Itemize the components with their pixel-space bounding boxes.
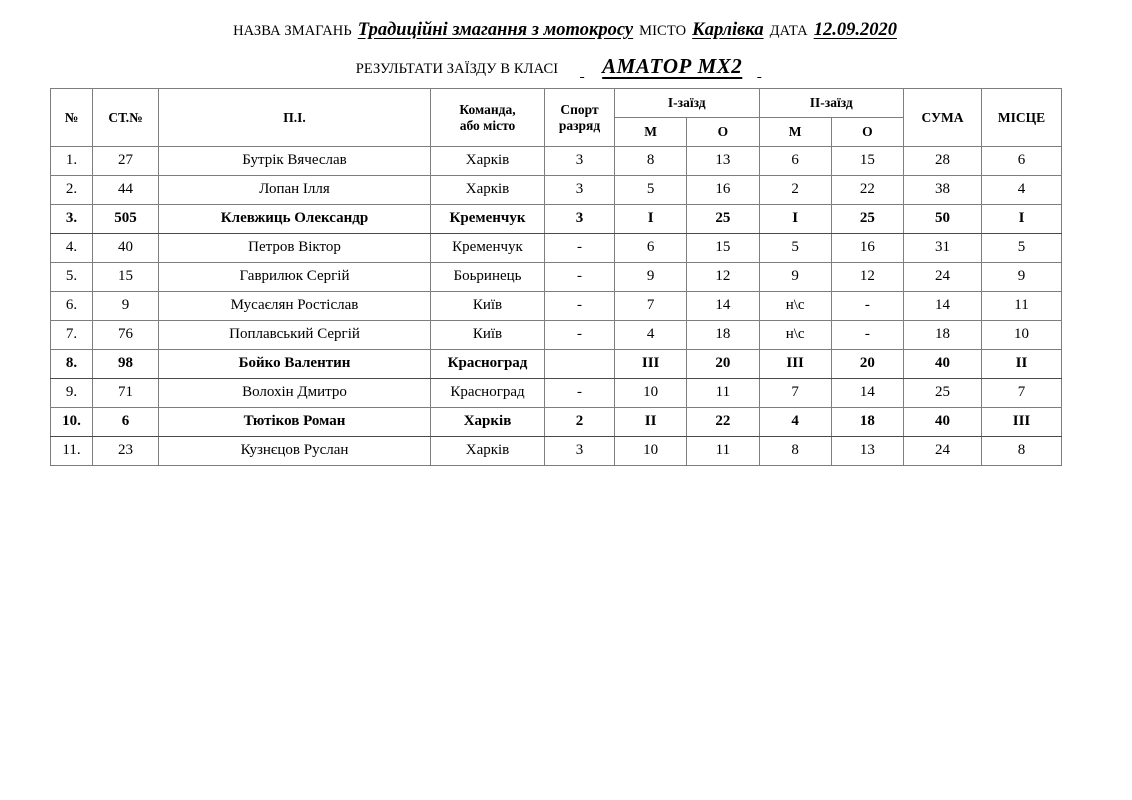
cell-team: Красноград bbox=[431, 350, 545, 379]
table-header bbox=[51, 89, 1062, 147]
table-row bbox=[51, 379, 1062, 408]
table-row bbox=[51, 147, 1062, 176]
cell-name: Гаврилюк Сергій bbox=[159, 263, 431, 292]
cell-race1-o: 11 bbox=[687, 379, 759, 408]
cell-sum: 38 bbox=[904, 176, 982, 205]
cell-sum: 31 bbox=[904, 234, 982, 263]
table-row bbox=[51, 350, 1062, 379]
cell-sum: 28 bbox=[904, 147, 982, 176]
cell-race1-m: 10 bbox=[615, 437, 687, 466]
cell-race1-o: 13 bbox=[687, 147, 759, 176]
cell-rank bbox=[545, 350, 615, 379]
date-label: ДАТА bbox=[769, 23, 808, 39]
cell-race2-m: н\с bbox=[759, 292, 831, 321]
cell-num: 7. bbox=[51, 321, 93, 350]
cell-place: II bbox=[982, 350, 1062, 379]
event-heading-line bbox=[0, 18, 1132, 43]
class-underline-left bbox=[562, 58, 602, 80]
col-header-sum: СУМА bbox=[904, 89, 982, 147]
table-row bbox=[51, 437, 1062, 466]
cell-race1-o: 12 bbox=[687, 263, 759, 292]
cell-sum: 40 bbox=[904, 408, 982, 437]
col-header-num: № bbox=[51, 89, 93, 147]
cell-race1-o: 16 bbox=[687, 176, 759, 205]
cell-num: 8. bbox=[51, 350, 93, 379]
results-table bbox=[50, 88, 1062, 466]
cell-team: Харків bbox=[431, 176, 545, 205]
cell-name: Мусаєлян Ростіслав bbox=[159, 292, 431, 321]
cell-start-num: 15 bbox=[93, 263, 159, 292]
col-header-name: П.І. bbox=[159, 89, 431, 147]
cell-rank: 2 bbox=[545, 408, 615, 437]
cell-sum: 50 bbox=[904, 205, 982, 234]
cell-name: Бойко Валентин bbox=[159, 350, 431, 379]
cell-race1-o: 18 bbox=[687, 321, 759, 350]
cell-race1-o: 22 bbox=[687, 408, 759, 437]
table-body bbox=[51, 147, 1062, 466]
cell-race1-m: 9 bbox=[615, 263, 687, 292]
cell-place: 11 bbox=[982, 292, 1062, 321]
cell-sum: 25 bbox=[904, 379, 982, 408]
col-header-start-num: СТ.№ bbox=[93, 89, 159, 147]
cell-race2-m: 2 bbox=[759, 176, 831, 205]
cell-sum: 40 bbox=[904, 350, 982, 379]
cell-start-num: 505 bbox=[93, 205, 159, 234]
cell-race1-m: 7 bbox=[615, 292, 687, 321]
results-table-container bbox=[50, 88, 1062, 466]
cell-name: Бутрік Вячеслав bbox=[159, 147, 431, 176]
cell-race1-o: 14 bbox=[687, 292, 759, 321]
cell-start-num: 9 bbox=[93, 292, 159, 321]
cell-start-num: 23 bbox=[93, 437, 159, 466]
city-label: МІСТО bbox=[639, 23, 687, 39]
col-header-race1-m: М bbox=[615, 118, 687, 147]
cell-start-num: 6 bbox=[93, 408, 159, 437]
col-header-team-line1: Команда, bbox=[459, 101, 516, 117]
class-heading-line bbox=[0, 52, 1132, 80]
event-name-value: Традиційні змагання з мотокросу bbox=[357, 20, 634, 40]
cell-start-num: 40 bbox=[93, 234, 159, 263]
cell-team: Кременчук bbox=[431, 234, 545, 263]
cell-race2-m: н\с bbox=[759, 321, 831, 350]
cell-race2-o: 22 bbox=[831, 176, 903, 205]
cell-race1-m: II bbox=[615, 408, 687, 437]
col-header-race1-group: І-заїзд bbox=[615, 89, 760, 118]
cell-name: Петров Віктор bbox=[159, 234, 431, 263]
cell-race2-o: 18 bbox=[831, 408, 903, 437]
col-header-rank-line2: разряд bbox=[558, 117, 601, 133]
cell-race1-o: 15 bbox=[687, 234, 759, 263]
cell-name: Лопан Ілля bbox=[159, 176, 431, 205]
cell-team: Кременчук bbox=[431, 205, 545, 234]
cell-race2-m: 5 bbox=[759, 234, 831, 263]
cell-race1-o: 25 bbox=[687, 205, 759, 234]
cell-num: 2. bbox=[51, 176, 93, 205]
date-value: 12.09.2020 bbox=[813, 20, 897, 40]
class-name-value: АМАТОР MX2 bbox=[602, 53, 743, 78]
cell-race2-o: 15 bbox=[831, 147, 903, 176]
cell-rank: - bbox=[545, 263, 615, 292]
cell-race2-o: 20 bbox=[831, 350, 903, 379]
table-row bbox=[51, 176, 1062, 205]
cell-name: Клевжиць Олександр bbox=[159, 205, 431, 234]
table-row bbox=[51, 292, 1062, 321]
col-header-race2-o: О bbox=[831, 118, 903, 147]
cell-race2-o: 12 bbox=[831, 263, 903, 292]
cell-num: 11. bbox=[51, 437, 93, 466]
table-header-row-1 bbox=[51, 89, 1062, 118]
cell-rank: 3 bbox=[545, 176, 615, 205]
cell-race2-o: 13 bbox=[831, 437, 903, 466]
document-heading bbox=[0, 0, 1132, 80]
cell-race1-o: 20 bbox=[687, 350, 759, 379]
cell-race1-m: 4 bbox=[615, 321, 687, 350]
cell-name: Тютіков Роман bbox=[159, 408, 431, 437]
cell-place: 10 bbox=[982, 321, 1062, 350]
cell-num: 3. bbox=[51, 205, 93, 234]
col-header-rank bbox=[545, 89, 615, 147]
cell-race2-o: 14 bbox=[831, 379, 903, 408]
cell-race2-o: 16 bbox=[831, 234, 903, 263]
cell-place: 6 bbox=[982, 147, 1062, 176]
cell-place: 5 bbox=[982, 234, 1062, 263]
cell-team: Київ bbox=[431, 321, 545, 350]
cell-rank: 3 bbox=[545, 437, 615, 466]
cell-num: 5. bbox=[51, 263, 93, 292]
cell-race2-m: III bbox=[759, 350, 831, 379]
cell-num: 1. bbox=[51, 147, 93, 176]
cell-rank: - bbox=[545, 234, 615, 263]
cell-race2-o: 25 bbox=[831, 205, 903, 234]
cell-place: 8 bbox=[982, 437, 1062, 466]
table-row bbox=[51, 321, 1062, 350]
col-header-race2-group: ІІ-заїзд bbox=[759, 89, 904, 118]
cell-race1-m: 6 bbox=[615, 234, 687, 263]
cell-race1-m: 5 bbox=[615, 176, 687, 205]
cell-race2-m: 9 bbox=[759, 263, 831, 292]
cell-place: 9 bbox=[982, 263, 1062, 292]
cell-team: Харків bbox=[431, 437, 545, 466]
cell-race1-m: 10 bbox=[615, 379, 687, 408]
event-label: НАЗВА ЗМАГАНЬ bbox=[233, 23, 352, 39]
cell-num: 6. bbox=[51, 292, 93, 321]
cell-race1-m: I bbox=[615, 205, 687, 234]
cell-race2-m: I bbox=[759, 205, 831, 234]
class-underline-right bbox=[742, 58, 776, 80]
cell-num: 10. bbox=[51, 408, 93, 437]
cell-place: III bbox=[982, 408, 1062, 437]
col-header-rank-line1: Спорт bbox=[560, 101, 599, 117]
cell-rank: - bbox=[545, 292, 615, 321]
cell-start-num: 76 bbox=[93, 321, 159, 350]
cell-place: 7 bbox=[982, 379, 1062, 408]
cell-place: 4 bbox=[982, 176, 1062, 205]
cell-sum: 18 bbox=[904, 321, 982, 350]
table-row bbox=[51, 205, 1062, 234]
col-header-team bbox=[431, 89, 545, 147]
cell-num: 9. bbox=[51, 379, 93, 408]
cell-name: Волохін Дмитро bbox=[159, 379, 431, 408]
col-header-race2-m: М bbox=[759, 118, 831, 147]
table-row bbox=[51, 234, 1062, 263]
cell-num: 4. bbox=[51, 234, 93, 263]
cell-rank: - bbox=[545, 321, 615, 350]
cell-rank: 3 bbox=[545, 205, 615, 234]
cell-race2-m: 6 bbox=[759, 147, 831, 176]
cell-race1-m: III bbox=[615, 350, 687, 379]
cell-rank: - bbox=[545, 379, 615, 408]
table-row bbox=[51, 408, 1062, 437]
col-header-team-line2: або місто bbox=[459, 117, 516, 133]
cell-rank: 3 bbox=[545, 147, 615, 176]
cell-team: Харків bbox=[431, 408, 545, 437]
cell-name: Поплавський Сергій bbox=[159, 321, 431, 350]
cell-start-num: 71 bbox=[93, 379, 159, 408]
cell-team: Харків bbox=[431, 147, 545, 176]
cell-place: I bbox=[982, 205, 1062, 234]
cell-team: Київ bbox=[431, 292, 545, 321]
cell-race2-m: 7 bbox=[759, 379, 831, 408]
cell-sum: 14 bbox=[904, 292, 982, 321]
cell-sum: 24 bbox=[904, 263, 982, 292]
cell-race2-m: 4 bbox=[759, 408, 831, 437]
table-row bbox=[51, 263, 1062, 292]
cell-start-num: 98 bbox=[93, 350, 159, 379]
cell-team: Боьринець bbox=[431, 263, 545, 292]
col-header-race1-o: О bbox=[687, 118, 759, 147]
cell-race1-m: 8 bbox=[615, 147, 687, 176]
cell-race2-m: 8 bbox=[759, 437, 831, 466]
cell-name: Кузнєцов Руслан bbox=[159, 437, 431, 466]
cell-race2-o: - bbox=[831, 321, 903, 350]
cell-start-num: 44 bbox=[93, 176, 159, 205]
cell-sum: 24 bbox=[904, 437, 982, 466]
col-header-place: МІСЦЕ bbox=[982, 89, 1062, 147]
class-results-label: РЕЗУЛЬТАТИ ЗАЇЗДУ В КЛАСІ bbox=[355, 60, 559, 77]
cell-team: Красноград bbox=[431, 379, 545, 408]
cell-race2-o: - bbox=[831, 292, 903, 321]
cell-race1-o: 11 bbox=[687, 437, 759, 466]
cell-start-num: 27 bbox=[93, 147, 159, 176]
city-value: Карлівка bbox=[692, 20, 764, 40]
